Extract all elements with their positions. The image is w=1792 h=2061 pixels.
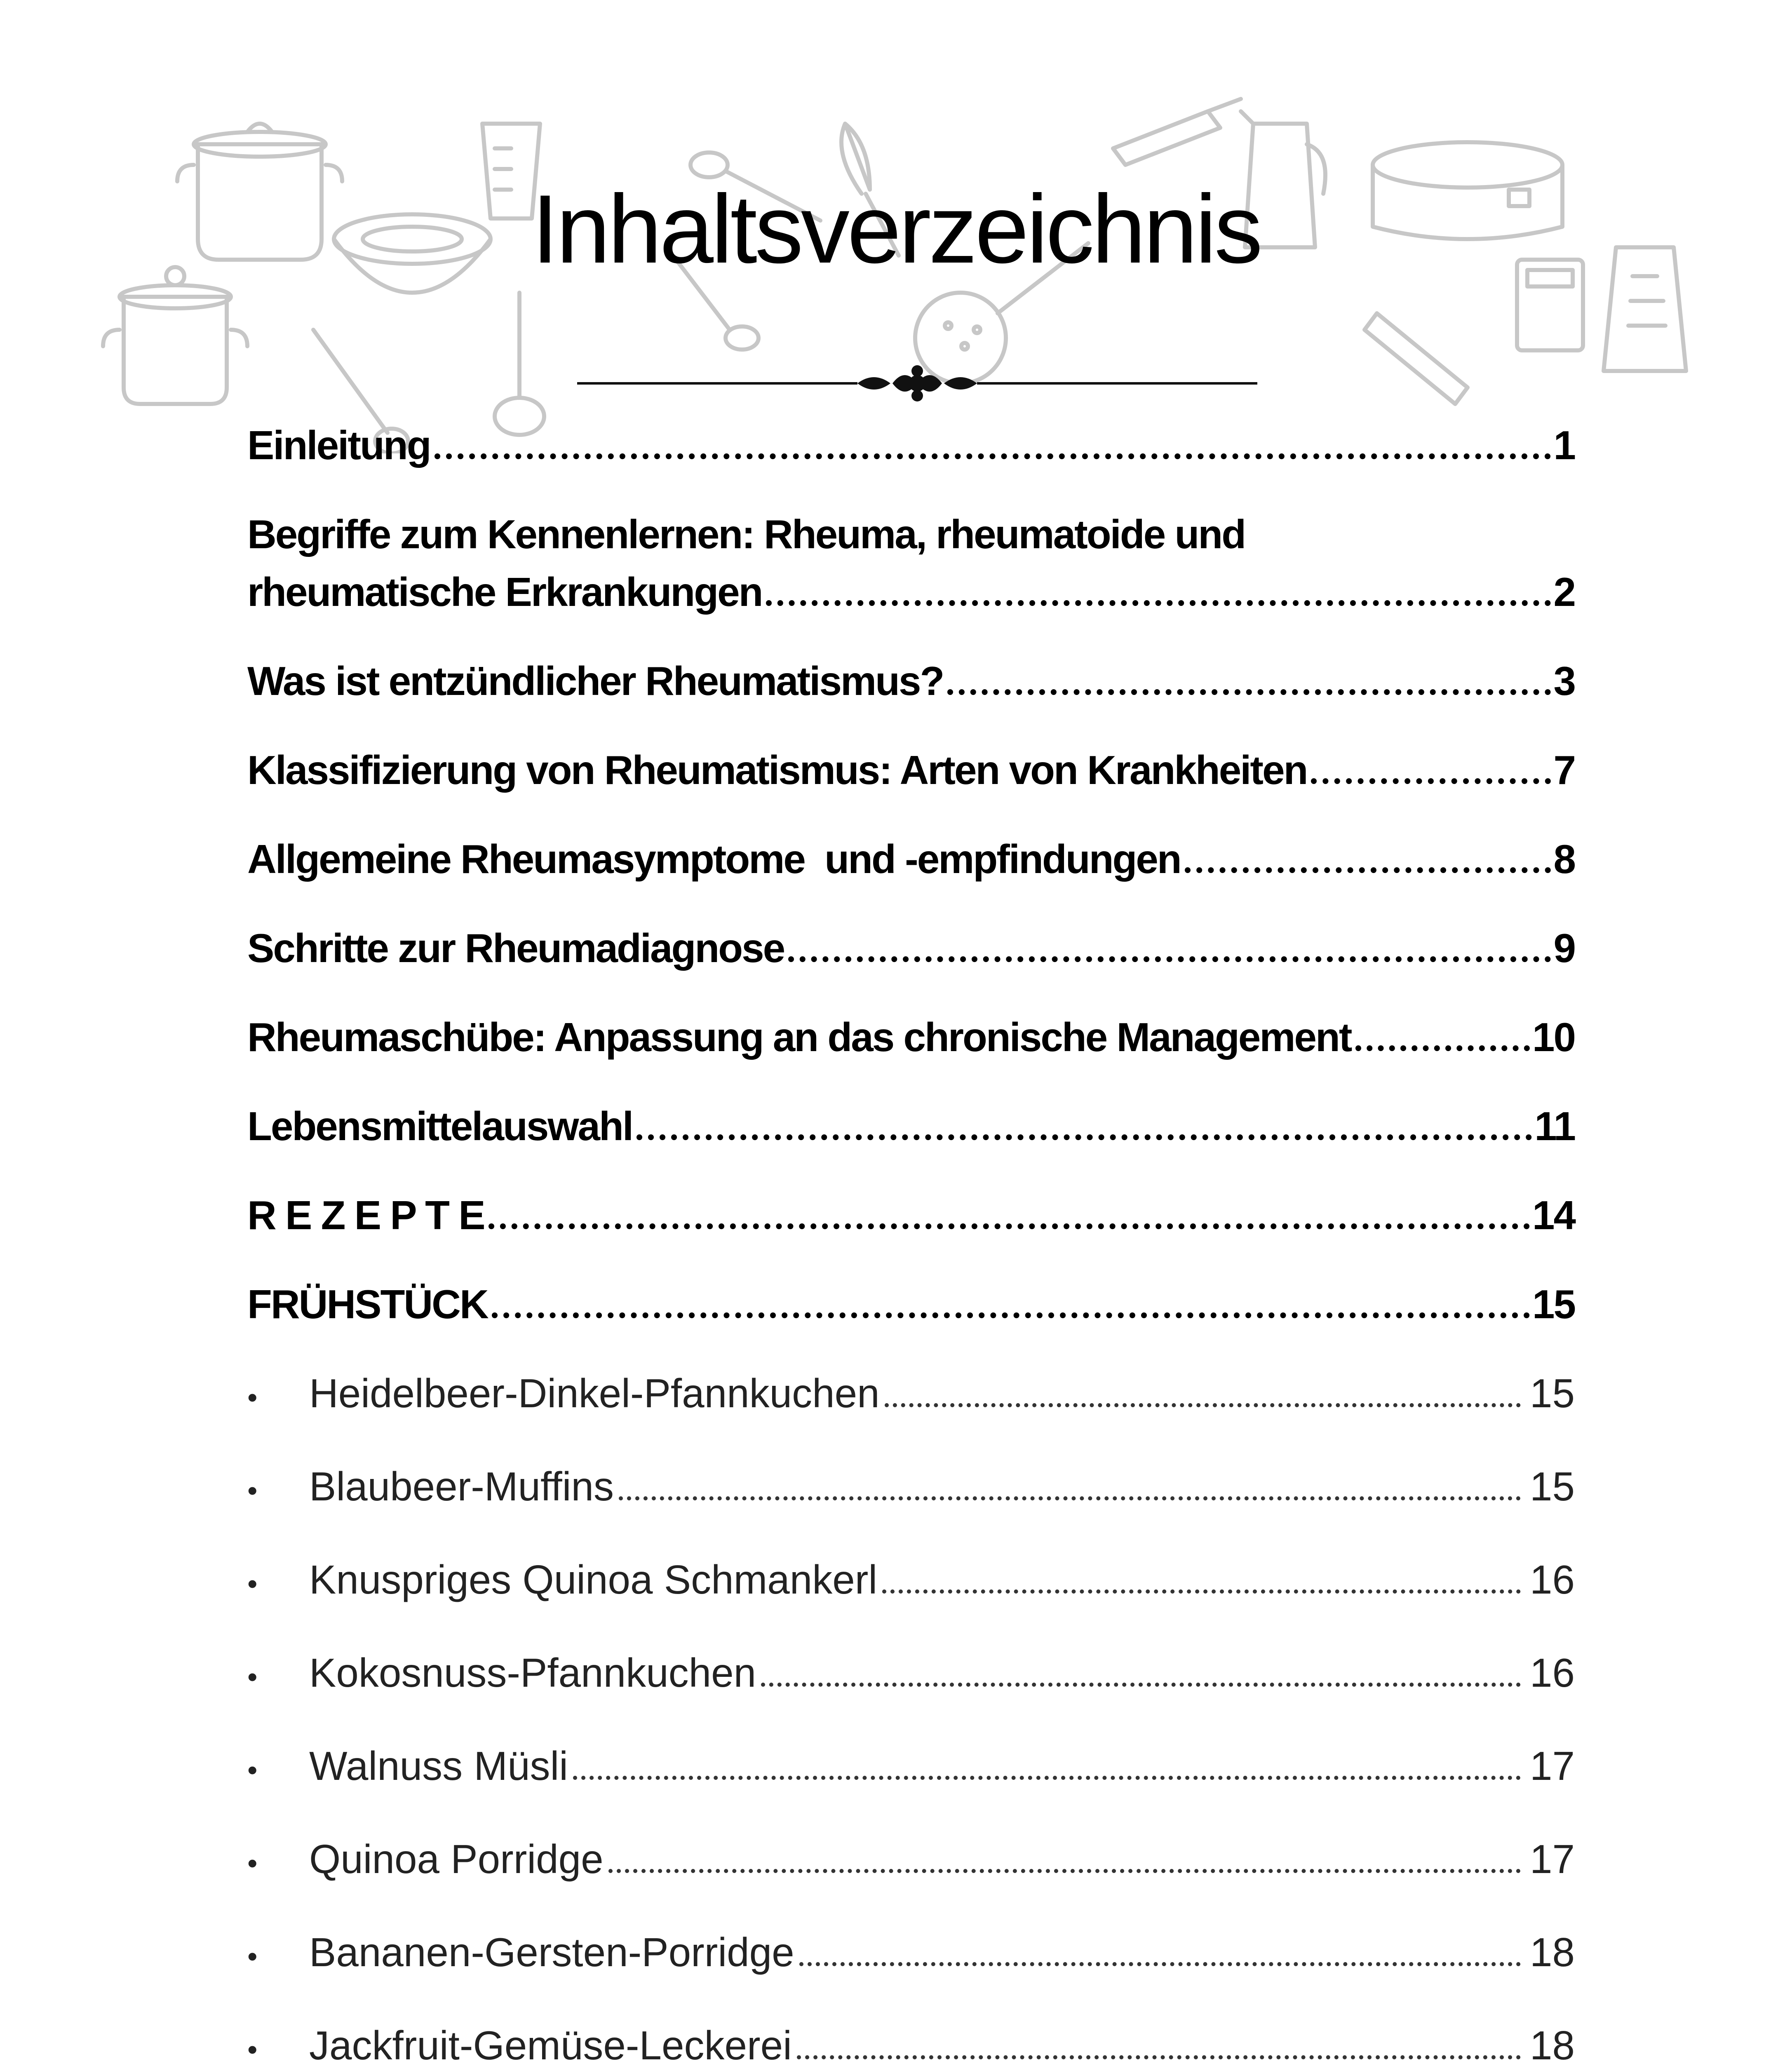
recipe-entry[interactable]: [247, 1737, 1575, 1799]
toc-page-number: 15: [1532, 1282, 1575, 1327]
page-title: Inhaltsverzeichnis: [531, 175, 1261, 284]
dot-leader: [882, 1589, 1521, 1594]
bullet: •: [247, 1568, 258, 1600]
recipe-entry[interactable]: [247, 1830, 1575, 1892]
recipe-entry[interactable]: [247, 1644, 1575, 1706]
bullet: •: [247, 1754, 258, 1786]
recipe-page-number: 18: [1529, 2023, 1575, 2061]
dot-leader: [761, 1683, 1521, 1687]
recipe-entry-label: Knuspriges Quinoa Schmankerl: [309, 1557, 878, 1602]
toc-entry-label: Allgemeine Rheumasymptome und -empfindungen: [247, 836, 1181, 882]
recipe-page-number: 15: [1529, 1464, 1575, 1509]
recipe-entry[interactable]: [247, 1923, 1575, 1985]
dot-leader: [619, 1496, 1521, 1500]
bullet: •: [247, 1381, 258, 1413]
dot-leader: [947, 689, 1551, 695]
bullet: •: [247, 1940, 258, 1972]
dot-leader: [1185, 867, 1551, 873]
toc-entry-label: Schritte zur Rheumadiagnose: [247, 925, 784, 971]
dot-leader: [636, 1134, 1532, 1140]
dot-leader: [1355, 1045, 1530, 1051]
toc-entry-klassifizierung[interactable]: [247, 741, 1575, 799]
table-of-contents: [247, 416, 1575, 2061]
recipe-page-number: 17: [1529, 1836, 1575, 1882]
toc-entry-symptome[interactable]: [247, 830, 1575, 888]
recipe-page-number: 16: [1529, 1557, 1575, 1602]
toc-entry-label: Lebensmittelauswahl: [247, 1103, 633, 1149]
toc-entry-label-line2: rheumatische Erkrankungen: [247, 569, 762, 615]
recipe-page-number: 17: [1529, 1743, 1575, 1789]
recipe-entry-label: Kokosnuss-Pfannkuchen: [309, 1650, 756, 1695]
toc-entry-label: Rheumaschübe: Anpassung an das chronische Management: [247, 1014, 1351, 1060]
dot-leader: [1311, 778, 1551, 784]
bullet: •: [247, 2033, 258, 2061]
recipe-entry-label: Bananen-Gersten-Porridge: [309, 1930, 794, 1975]
toc-entry-rezepte[interactable]: [247, 1186, 1575, 1244]
toc-entry-rheumaschuebe[interactable]: [247, 1008, 1575, 1066]
bullet: •: [247, 1661, 258, 1693]
dot-leader: [799, 1962, 1521, 1966]
dot-leader: [492, 1312, 1530, 1318]
toc-entry-begriffe[interactable]: [247, 505, 1575, 621]
recipe-list: [247, 1364, 1575, 2061]
dot-leader: [434, 453, 1551, 459]
toc-entry-fruehstueck[interactable]: [247, 1275, 1575, 1333]
toc-page-number: 7: [1553, 747, 1575, 793]
recipe-entry[interactable]: [247, 2016, 1575, 2061]
recipe-entry-label: Blaubeer-Muffins: [309, 1464, 614, 1509]
recipe-entry[interactable]: [247, 1551, 1575, 1613]
toc-page-number: 1: [1553, 423, 1575, 468]
recipe-entry[interactable]: [247, 1458, 1575, 1519]
dot-leader: [489, 1223, 1530, 1229]
toc-entry-label: Was ist entzündlicher Rheumatismus?: [247, 658, 944, 704]
pot-icon: [103, 267, 247, 404]
toc-page-number: 10: [1532, 1014, 1575, 1060]
dot-leader: [608, 1869, 1521, 1873]
toc-page-number: 2: [1553, 569, 1575, 615]
toc-entry-label: Einleitung: [247, 423, 430, 468]
recipe-entry-label: Walnuss Müsli: [309, 1743, 568, 1789]
dot-leader: [573, 1776, 1521, 1780]
knife-icon: [1113, 99, 1241, 165]
toc-page-number: 14: [1532, 1192, 1575, 1238]
toc-entry-label: Klassifizierung von Rheumatismus: Arten von Krankheiten: [247, 747, 1307, 793]
dot-leader: [797, 2055, 1521, 2059]
ornament-divider: [577, 363, 1257, 404]
bullet: •: [247, 1474, 258, 1507]
rolling-pin-icon: [1365, 313, 1468, 404]
toc-entry-label-line1: Begriffe zum Kennenlernen: Rheuma, rheumatoide und: [247, 512, 1245, 557]
toc-page-number: 11: [1534, 1103, 1575, 1149]
recipe-entry-label: Quinoa Porridge: [309, 1836, 604, 1882]
toc-entry-label: R E Z E P T E: [247, 1192, 484, 1238]
toc-entry-einleitung[interactable]: [247, 416, 1575, 474]
dot-leader: [788, 956, 1551, 962]
toc-entry-label: FRÜHSTÜCK: [247, 1282, 488, 1327]
toc-page-number: 8: [1553, 836, 1575, 882]
recipe-entry[interactable]: [247, 1364, 1575, 1426]
toc-entry-diagnose[interactable]: [247, 919, 1575, 977]
recipe-entry-label: Jackfruit-Gemüse-Leckerei: [309, 2023, 792, 2061]
recipe-page-number: 18: [1529, 1930, 1575, 1975]
toc-page-number: 3: [1553, 658, 1575, 704]
toc-entry-lebensmittelauswahl[interactable]: [247, 1097, 1575, 1155]
toc-page-number: 9: [1553, 925, 1575, 971]
toc-entry-entzuendlicher-rheumatismus[interactable]: [247, 652, 1575, 710]
bullet: •: [247, 1847, 258, 1879]
dot-leader: [766, 600, 1551, 606]
dot-leader: [885, 1403, 1521, 1407]
recipe-page-number: 16: [1529, 1650, 1575, 1695]
recipe-entry-label: Heidelbeer-Dinkel-Pfannkuchen: [309, 1371, 880, 1416]
recipe-page-number: 15: [1529, 1371, 1575, 1416]
